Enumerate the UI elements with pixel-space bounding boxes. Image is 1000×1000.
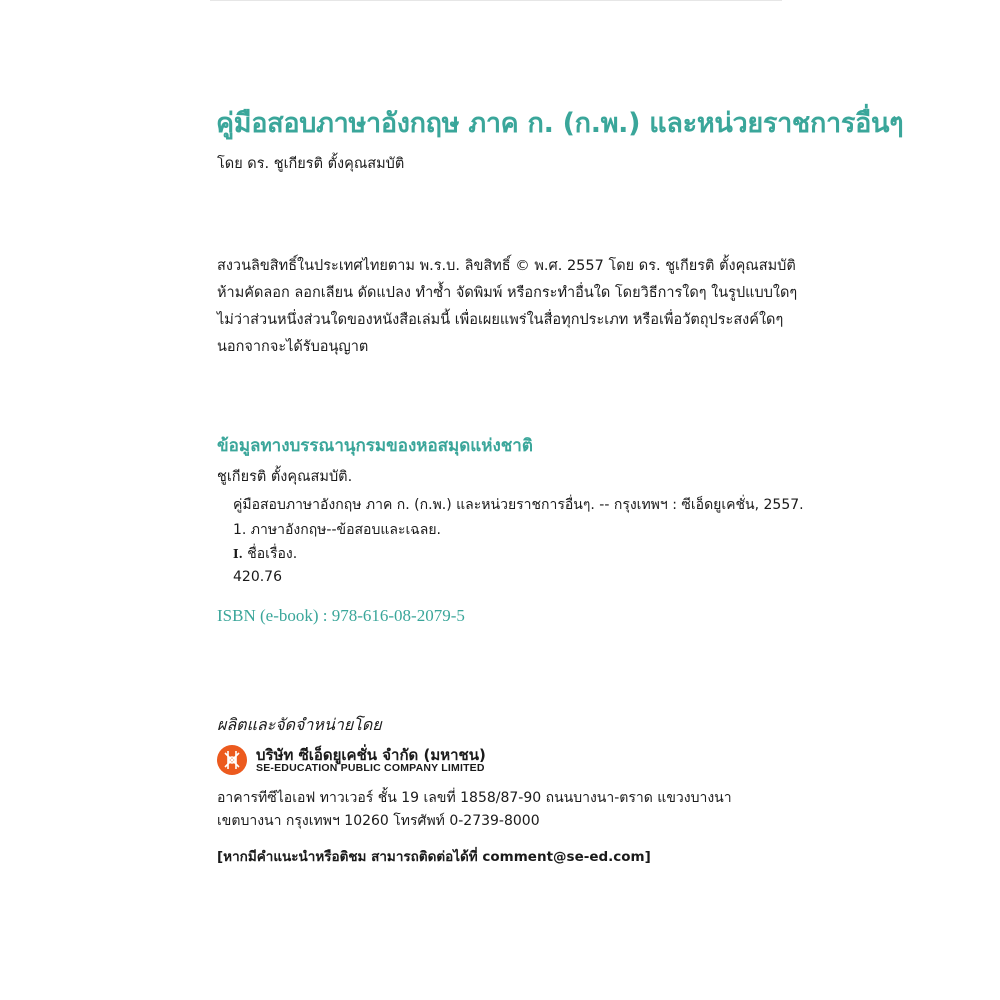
cip-author: ชูเกียรติ ตั้งคุณสมบัติ. bbox=[217, 469, 353, 485]
cip-subject: 1. ภาษาอังกฤษ--ข้อสอบและเฉลย. bbox=[233, 522, 442, 538]
cip-classification: 420.76 bbox=[233, 569, 282, 585]
cip-title-entry bbox=[233, 543, 297, 565]
isbn: ISBN (e-book) : 978-616-08-2079-5 bbox=[217, 606, 465, 625]
company-name-english: SE-EDUCATION PUBLIC COMPANY LIMITED bbox=[256, 762, 485, 774]
copyright-line: ห้ามคัดลอก ลอกเลียน ดัดแปลง ทำซ้ำ จัดพิมพ์ หรือกระทำอื่นใด โดยวิธีการใดๆ ในรูปแบบใดๆ bbox=[217, 285, 798, 301]
publisher-address bbox=[217, 787, 732, 833]
copyright-notice bbox=[217, 253, 797, 361]
cip-entry: คู่มือสอบภาษาอังกฤษ ภาค ก. (ก.พ.) และหน่วยราชการอื่นๆ. -- กรุงเทพฯ : ซีเอ็ดยูเคชั่น, 2557. bbox=[233, 497, 804, 513]
cip-heading: ข้อมูลทางบรรณานุกรมของหอสมุดแห่งชาติ bbox=[217, 436, 533, 456]
author-line: โดย ดร. ชูเกียรติ ตั้งคุณสมบัติ bbox=[217, 156, 405, 172]
book-title: คู่มือสอบภาษาอังกฤษ ภาค ก. (ก.พ.) และหน่วยราชการอื่นๆ bbox=[216, 108, 904, 139]
address-line: เขตบางนา กรุงเทพฯ 10260 โทรศัพท์ 0-2739-8000 bbox=[217, 813, 540, 829]
cip-title-label: ชื่อเรื่อง. bbox=[242, 546, 298, 562]
address-line: อาคารทีซีไอเอฟ ทาวเวอร์ ชั้น 19 เลขที่ 1858/87-90 ถนนบางนา-ตราด แขวงบางนา bbox=[217, 790, 732, 806]
copyright-line: นอกจากจะได้รับอนุญาต bbox=[217, 339, 369, 355]
contact-note: [หากมีคำแนะนำหรือติชม สามารถติดต่อได้ที่ comment@se-ed.com] bbox=[217, 849, 651, 865]
cip-roman-numeral: I. bbox=[233, 547, 243, 561]
publisher-heading: ผลิตและจัดจำหน่ายโดย bbox=[217, 715, 382, 734]
copyright-line: ไม่ว่าส่วนหนึ่งส่วนใดของหนังสือเล่มนี้ เพื่อเผยแพร่ในสื่อทุกประเภท หรือเพื่อวัตถุประสงค์ใดๆ bbox=[217, 312, 784, 328]
se-ed-logo-icon bbox=[217, 745, 247, 775]
company-name-thai: บริษัท ซีเอ็ดยูเคชั่น จำกัด (มหาชน) bbox=[256, 746, 486, 764]
top-divider bbox=[210, 0, 782, 1]
copyright-line: สงวนลิขสิทธิ์ในประเทศไทยตาม พ.ร.บ. ลิขสิทธิ์ © พ.ศ. 2557 โดย ดร. ชูเกียรติ ตั้งคุณสมบัติ bbox=[217, 258, 796, 274]
